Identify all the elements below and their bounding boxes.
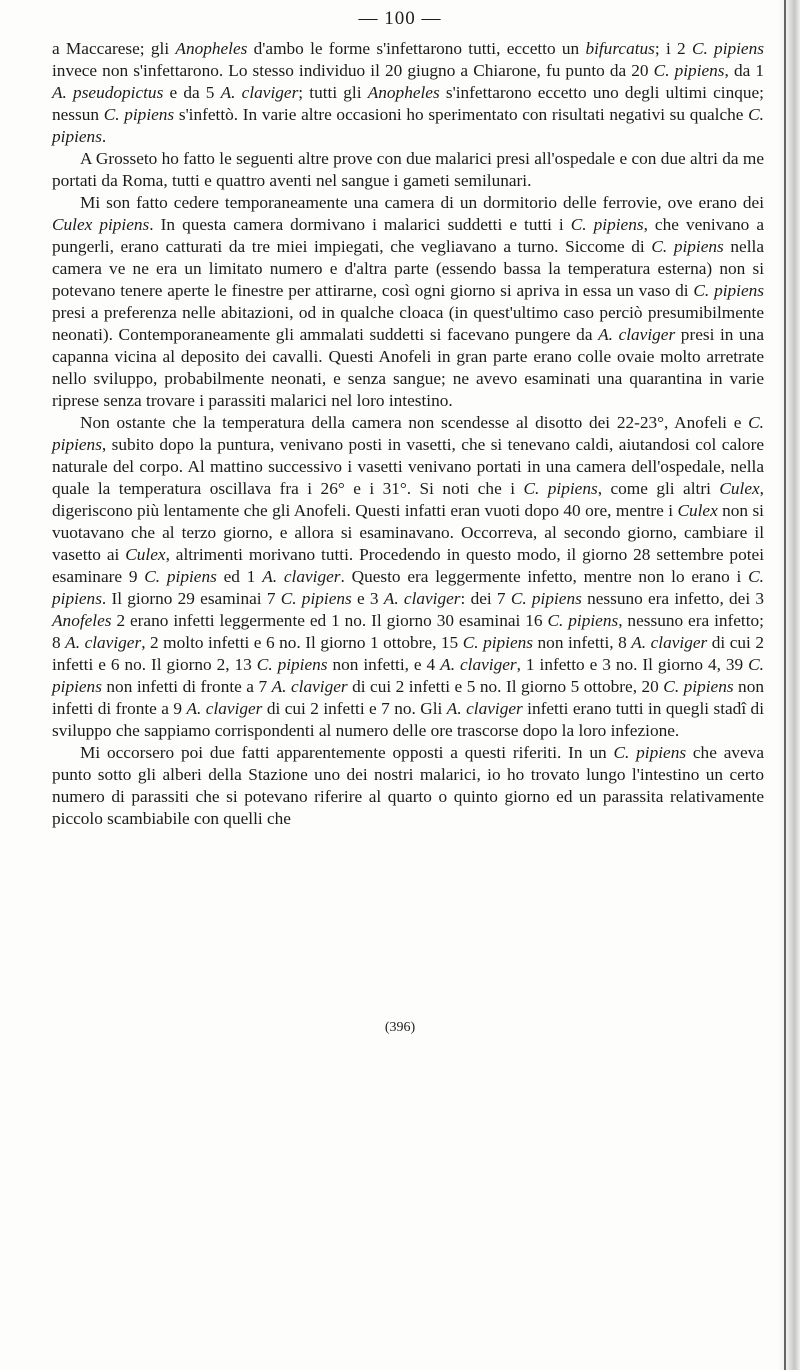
species-name: C. pipiens <box>256 655 328 674</box>
species-name: A. claviger <box>271 677 348 696</box>
species-name: C. pipiens <box>52 655 765 696</box>
species-name: C. pipiens <box>653 61 725 80</box>
species-name: A. claviger <box>186 699 263 718</box>
species-name: C. pipiens <box>663 677 734 696</box>
text-run: ; tutti gli <box>298 83 368 102</box>
species-name: C. pipiens <box>280 589 352 608</box>
species-name: A. claviger <box>446 699 523 718</box>
text-run: di cui 2 infetti e 5 no. Il giorno 5 ottobre, 20 <box>347 677 664 696</box>
page-number: — 100 — <box>358 8 442 29</box>
species-name: C. pipiens <box>570 215 644 234</box>
species-name: C. pipiens <box>144 567 217 586</box>
species-name: C. pipiens <box>691 39 764 58</box>
text-run: presi in una capanna vicina al deposito dei cavalli. Questi Anofeli in gran parte erano colle ovaie molto arretrate nello sviluppo, probabilmente neonati, e senza sangue; ne avevo esaminati una quarantina in varie riprese senza trovare i parassiti malarici nel loro intestino. <box>52 325 764 410</box>
species-name: C. pipiens <box>547 611 619 630</box>
text-run: , da 1 <box>724 61 764 80</box>
paragraph <box>52 148 764 192</box>
text-run: non si vuotavano che al terzo giorno, e allora si esaminavano. Occorreva, al secondo giorno, cambiare il vasetto ai <box>52 501 764 564</box>
species-name: C. pipiens <box>651 237 724 256</box>
binding-edge <box>784 0 786 1370</box>
species-name: C. pipiens <box>52 105 764 146</box>
text-run: nella camera ve ne era un limitato numero e d'altra parte (essendo bassa la temperatura esterna) non si potevano tenere aperte le finestre per attirarne, così ogni giorno si apriva in essa un vaso di <box>52 237 764 300</box>
paragraph <box>52 412 764 742</box>
text-run: , altrimenti morivano tutti. Procedendo in questo modo, il giorno 28 settembre potei esaminare 9 <box>52 545 764 586</box>
species-name: Culex pipiens <box>52 215 150 234</box>
text-run: , subito dopo la puntura, venivano posti in vasetti, che si tenevano caldi, aiutandosi col calore naturale del corpo. Al mattino successivo i vasetti venivano portati in una camera dell'ospedale, nella quale la temperatura oscillava fra i 26° e i 31°. Si noti che i <box>52 435 764 498</box>
text-run: Non ostante che la temperatura della camera non scendesse al disotto dei 22-23°, Anofeli e <box>80 413 749 432</box>
text-run: : dei 7 <box>460 589 511 608</box>
species-name: C. pipiens <box>510 589 582 608</box>
text-run: , digeriscono più lentamente che gli Anofeli. Questi infatti eran vuoti dopo 40 ore, mentre i <box>52 479 764 520</box>
text-run: non infetti, e 4 <box>327 655 441 674</box>
species-name: Anofeles <box>52 611 112 630</box>
text-run: Mi occorsero poi due fatti apparentemente opposti a questi riferiti. In un <box>80 743 614 762</box>
text-run: infetti erano tutti in quegli stadî di sviluppo che sappiamo corrispondenti al numero delle ore trascorse dopo la loro infezione. <box>52 699 764 740</box>
text-run: 2 erano infetti leggermente ed 1 no. Il giorno 30 esaminai 16 <box>111 611 548 630</box>
species-name: A. claviger <box>65 633 142 652</box>
footer-code: (396) <box>384 1020 416 1035</box>
text-run: Mi son fatto cedere temporaneamente una camera di un dormitorio delle ferrovie, ove erano dei <box>80 193 764 212</box>
species-name: Anopheles <box>367 83 440 102</box>
text-run: ed 1 <box>216 567 263 586</box>
text-run: , che venivano a pungerli, erano catturati da tre miei impiegati, che vegliavano a turno. Siccome di <box>52 215 765 256</box>
text-run: ; i 2 <box>654 39 692 58</box>
species-name: C. pipiens <box>523 479 598 498</box>
species-name: A. claviger <box>598 325 676 344</box>
species-name: Culex <box>677 501 718 520</box>
species-name: C. pipiens <box>613 743 687 762</box>
paragraph <box>52 38 764 148</box>
species-name: Anopheles <box>175 39 248 58</box>
text-run: che aveva punto sotto gli alberi della Stazione uno dei nostri malarici, io ho trovato lungo l'intestino un certo numero di parassiti che si potevano riferire al quarto o quinto giorno ed un parassita relativamente piccolo scambiabile con quelli che <box>52 743 764 828</box>
text-run: . Questo era leggermente infetto, mentre non lo erano i <box>340 567 749 586</box>
text-run: non infetti, 8 <box>533 633 632 652</box>
species-name: C. pipiens <box>103 105 175 124</box>
species-name: bifurcatus <box>585 39 655 58</box>
text-run: . Il giorno 29 esaminai 7 <box>101 589 281 608</box>
text-run: di cui 2 infetti e 6 no. Il giorno 2, 13 <box>52 633 764 674</box>
text-run: di cui 2 infetti e 7 no. Gli <box>262 699 447 718</box>
species-name: A. claviger <box>383 589 461 608</box>
text-run: , 2 molto infetti e 6 no. Il giorno 1 ottobre, 15 <box>141 633 463 652</box>
text-run: a Maccarese; gli <box>52 39 176 58</box>
text-run: A Grosseto ho fatto le seguenti altre prove con due malarici presi all'ospedale e con due altri da me portati da Roma, tutti e quattro aventi nel sangue i gameti semilunari. <box>52 149 764 190</box>
text-run: s'infettò. In varie altre occasioni ho sperimentato con risultati negativi su qualche <box>174 105 749 124</box>
species-name: C. pipiens <box>52 413 764 454</box>
text-run: . <box>101 127 107 146</box>
text-run: , nessuno era infetto; 8 <box>52 611 764 652</box>
species-name: A. claviger <box>262 567 341 586</box>
text-run: s'infettarono eccetto uno degli ultimi cinque; nessun <box>52 83 764 124</box>
binding-shadow <box>778 0 800 1370</box>
text-run: , come gli altri <box>597 479 720 498</box>
text-run: e da 5 <box>163 83 221 102</box>
body-text <box>52 38 764 830</box>
text-run: presi a preferenza nelle abitazioni, od in qualche cloaca (in quest'ultimo caso perciò presumibilmente neonati). Contemporaneamente gli ammalati suddetti si facevano pungere da <box>52 303 764 344</box>
text-run: e 3 <box>351 589 384 608</box>
species-name: Culex <box>125 545 166 564</box>
species-name: C. pipiens <box>693 281 764 300</box>
paragraph <box>52 192 764 412</box>
species-name: C. pipiens <box>462 633 534 652</box>
species-name: A. pseudopictus <box>52 83 164 102</box>
species-name: A. claviger <box>440 655 517 674</box>
species-name: A. claviger <box>220 83 299 102</box>
text-run: , 1 infetto e 3 no. Il giorno 4, 39 <box>516 655 749 674</box>
text-run: non infetti di fronte a 9 <box>52 677 764 718</box>
text-run: invece non s'infettarono. Lo stesso individuo il 20 giugno a Chiarone, fu punto da 20 <box>52 61 654 80</box>
text-run: non infetti di fronte a 7 <box>101 677 272 696</box>
text-run: . In questa camera dormivano i malarici suddetti e tutti i <box>149 215 571 234</box>
text-run: nessuno era infetto, dei 3 <box>581 589 764 608</box>
paragraph <box>52 742 764 830</box>
text-run: d'ambo le forme s'infettarono tutti, eccetto un <box>247 39 586 58</box>
species-name: A. claviger <box>631 633 708 652</box>
species-name: Culex <box>719 479 760 498</box>
species-name: C. pipiens <box>52 567 764 608</box>
